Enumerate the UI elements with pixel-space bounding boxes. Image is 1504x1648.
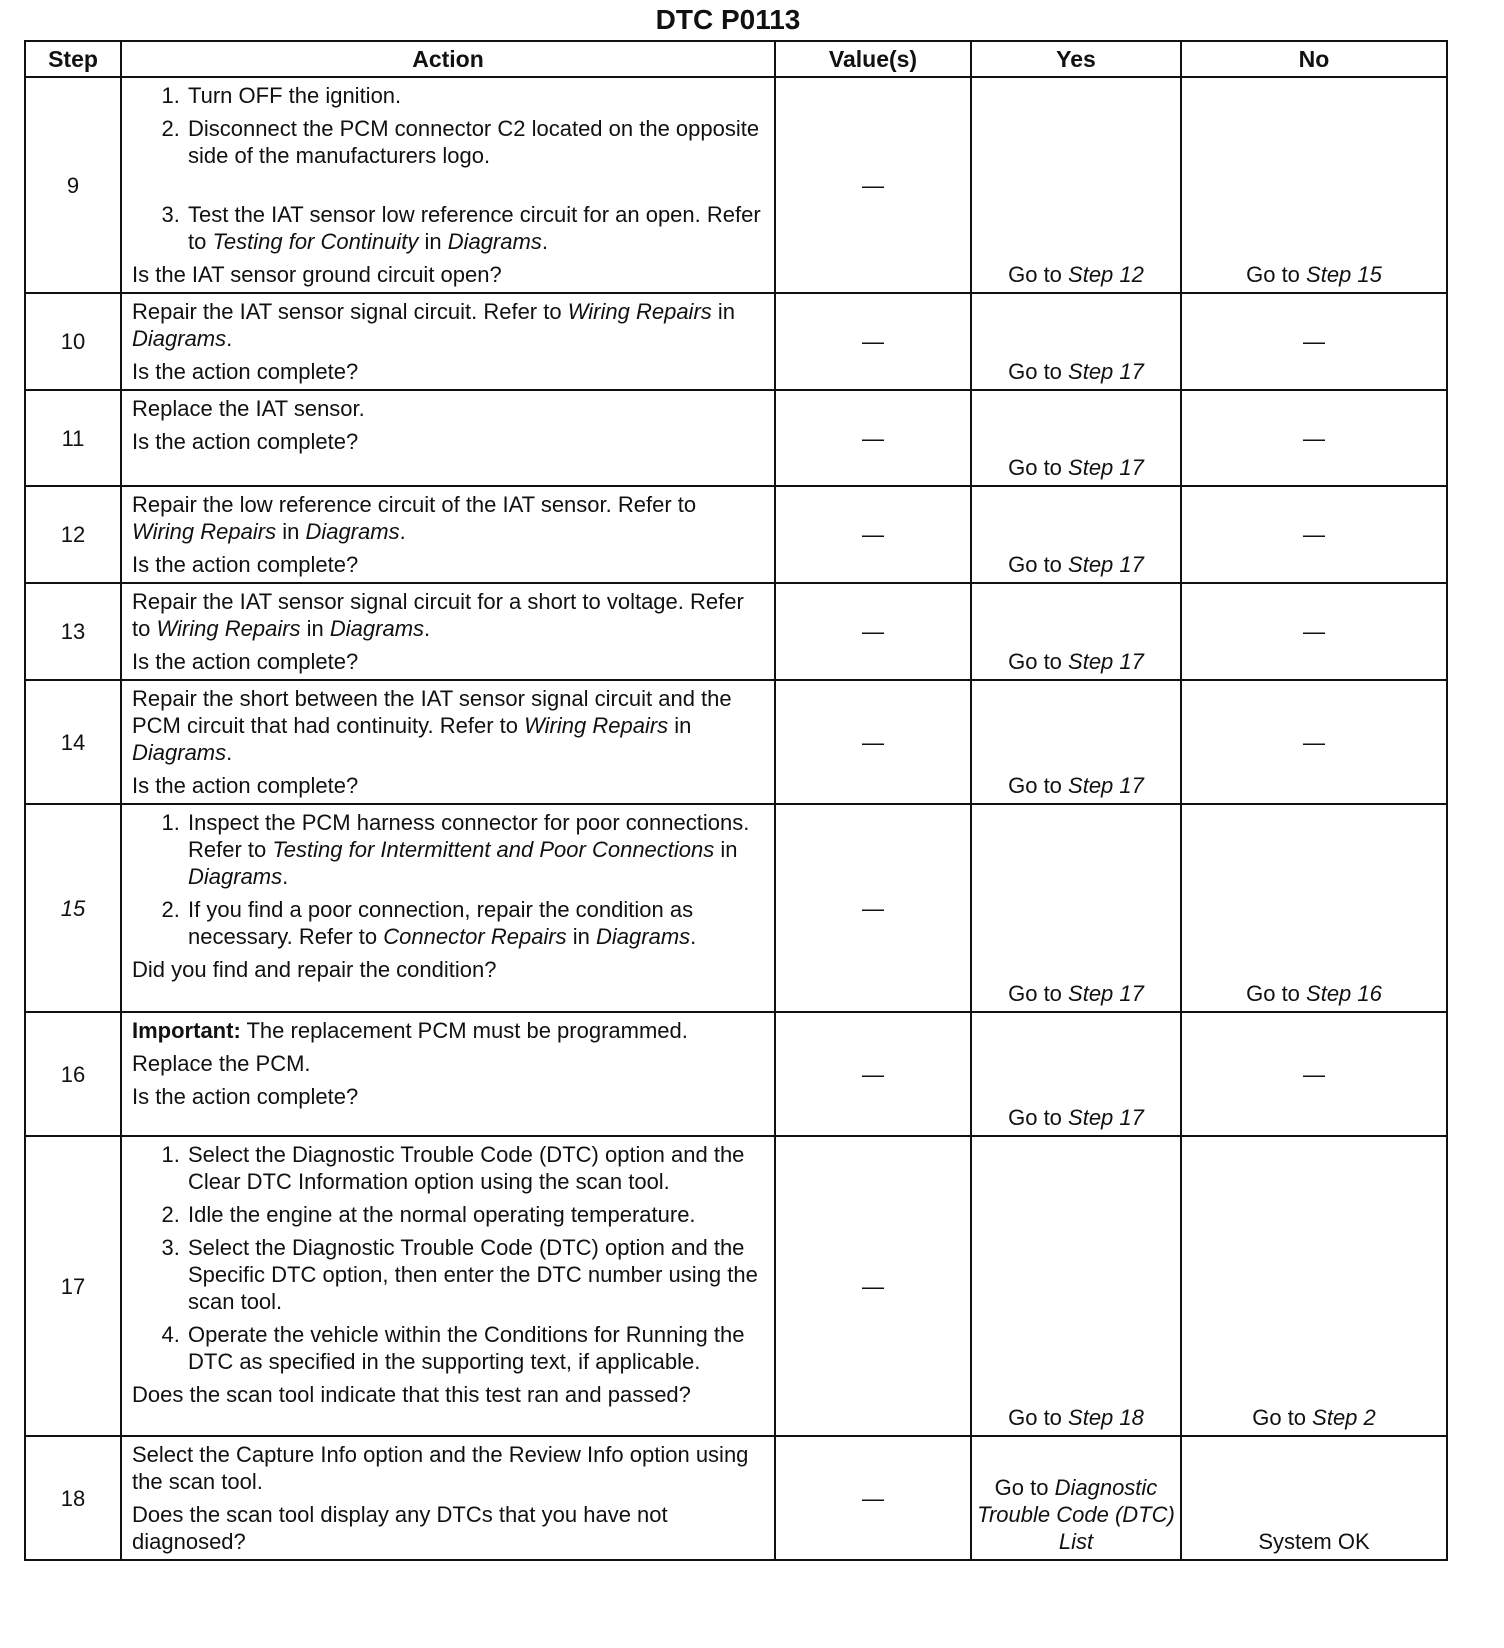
step-link[interactable]: Step 17: [1068, 1105, 1144, 1130]
list-item: 3. Test the IAT sensor low reference circuit for an open. Refer to Testing for Continuity in Diagrams.: [186, 201, 764, 255]
step-link[interactable]: Step 17: [1068, 359, 1144, 384]
table-row: [25, 1436, 1447, 1560]
value-cell: —: [775, 804, 971, 1012]
diagnostic-table: [24, 40, 1448, 1561]
no-cell: System OK: [1181, 1436, 1447, 1560]
yes-cell: Go to Diagnostic Trouble Code (DTC) List: [971, 1436, 1181, 1560]
step-link[interactable]: Step 18: [1068, 1405, 1144, 1430]
question-text: Is the action complete?: [132, 359, 359, 384]
question-text: Is the action complete?: [132, 552, 359, 577]
value-cell: —: [775, 486, 971, 583]
value-cell: —: [775, 1012, 971, 1136]
page-title: DTC P0113: [655, 4, 801, 35]
yes-cell: Go to Step 17: [971, 390, 1181, 486]
step-link[interactable]: Step 17: [1068, 773, 1144, 798]
header-values: Value(s): [775, 41, 971, 77]
important-note: Important: The replacement PCM must be programmed.: [132, 1018, 688, 1043]
yes-cell: Go to Step 17: [971, 293, 1181, 390]
step-number: 15: [25, 804, 121, 1012]
no-cell: Go to Step 16: [1181, 804, 1447, 1012]
table-row: [25, 583, 1447, 680]
action-cell: [121, 1136, 775, 1436]
question-text: Is the action complete?: [132, 1084, 359, 1109]
list-item: 1. Inspect the PCM harness connector for poor connections. Refer to Testing for Intermittent and Poor Connections in Diagrams.: [186, 809, 764, 890]
step-number: 14: [25, 680, 121, 804]
table-row: [25, 680, 1447, 804]
yes-cell: Go to Step 17: [971, 1012, 1181, 1136]
table-row: [25, 293, 1447, 390]
step-link[interactable]: Step 17: [1068, 455, 1144, 480]
header-step: Step: [25, 41, 121, 77]
yes-cell: Go to Step 17: [971, 583, 1181, 680]
action-text: Replace the IAT sensor.: [132, 396, 365, 421]
no-cell: —: [1181, 293, 1447, 390]
no-cell: —: [1181, 390, 1447, 486]
list-item: 1. Turn OFF the ignition.: [186, 82, 764, 109]
action-list: [132, 809, 764, 956]
action-text: Repair the IAT sensor signal circuit for a short to voltage. Refer to Wiring Repairs in Diagrams.: [132, 589, 744, 641]
step-link[interactable]: Step 16: [1306, 981, 1382, 1006]
step-number: 11: [25, 390, 121, 486]
list-item: 2. Disconnect the PCM connector C2 located on the opposite side of the manufacturers logo.: [186, 115, 764, 169]
action-cell: [121, 804, 775, 1012]
action-cell: [121, 486, 775, 583]
table-row: [25, 804, 1447, 1012]
list-item: 1. Select the Diagnostic Trouble Code (DTC) option and the Clear DTC Information option using the scan tool.: [186, 1141, 764, 1195]
step-number: 10: [25, 293, 121, 390]
no-cell: Go to Step 15: [1181, 77, 1447, 293]
action-text: Repair the low reference circuit of the IAT sensor. Refer to Wiring Repairs in Diagrams.: [132, 492, 697, 544]
question-text: Is the action complete?: [132, 429, 359, 454]
value-cell: —: [775, 1436, 971, 1560]
step-link[interactable]: Step 17: [1068, 649, 1144, 674]
table-row: [25, 1012, 1447, 1136]
action-cell: [121, 390, 775, 486]
action-cell: [121, 680, 775, 804]
yes-cell: Go to Step 12: [971, 77, 1181, 293]
no-cell: —: [1181, 583, 1447, 680]
step-link[interactable]: Step 15: [1306, 262, 1382, 287]
action-list: [132, 82, 764, 261]
action-list: [132, 1141, 764, 1381]
dtc-list-link[interactable]: Diagnostic Trouble Code (DTC) List: [977, 1475, 1175, 1554]
action-text: Replace the PCM.: [132, 1051, 311, 1076]
step-number: 12: [25, 486, 121, 583]
list-item: 2. Idle the engine at the normal operating temperature.: [186, 1201, 764, 1228]
value-cell: —: [775, 1136, 971, 1436]
table-row: [25, 486, 1447, 583]
header-action: Action: [121, 41, 775, 77]
action-cell: [121, 583, 775, 680]
list-item: 3. Select the Diagnostic Trouble Code (DTC) option and the Specific DTC option, then enter the DTC number using the scan tool.: [186, 1234, 764, 1315]
action-cell: [121, 77, 775, 293]
no-cell: —: [1181, 486, 1447, 583]
header-yes: Yes: [971, 41, 1181, 77]
step-number: 16: [25, 1012, 121, 1136]
no-cell: —: [1181, 1012, 1447, 1136]
no-cell: Go to Step 2: [1181, 1136, 1447, 1436]
step-number: 9: [25, 77, 121, 293]
question-text: Does the scan tool indicate that this test ran and passed?: [132, 1382, 691, 1407]
action-text: Repair the short between the IAT sensor signal circuit and the PCM circuit that had continuity. Refer to Wiring Repairs in Diagrams.: [132, 686, 732, 765]
list-item: 2. If you find a poor connection, repair the condition as necessary. Refer to Connector Repairs in Diagrams.: [186, 896, 764, 950]
value-cell: —: [775, 293, 971, 390]
question-text: Is the action complete?: [132, 773, 359, 798]
action-cell: [121, 1012, 775, 1136]
table-row: [25, 1136, 1447, 1436]
yes-cell: Go to Step 17: [971, 486, 1181, 583]
step-number: 17: [25, 1136, 121, 1436]
action-text: Repair the IAT sensor signal circuit. Refer to Wiring Repairs in Diagrams.: [132, 299, 736, 351]
step-number: 13: [25, 583, 121, 680]
list-item: 4. Operate the vehicle within the Conditions for Running the DTC as specified in the supporting text, if applicable.: [186, 1321, 764, 1375]
question-text: Does the scan tool display any DTCs that you have not diagnosed?: [132, 1502, 668, 1554]
value-cell: —: [775, 680, 971, 804]
no-cell: —: [1181, 680, 1447, 804]
action-cell: [121, 1436, 775, 1560]
table-row: [25, 77, 1447, 293]
table-row: [25, 390, 1447, 486]
yes-cell: Go to Step 17: [971, 680, 1181, 804]
value-cell: —: [775, 390, 971, 486]
value-cell: —: [775, 583, 971, 680]
header-no: No: [1181, 41, 1447, 77]
step-number: 18: [25, 1436, 121, 1560]
step-link[interactable]: Step 12: [1068, 262, 1144, 287]
header-row: [25, 41, 1447, 77]
yes-cell: Go to Step 17: [971, 804, 1181, 1012]
action-cell: [121, 293, 775, 390]
value-cell: —: [775, 77, 971, 293]
question-text: Is the IAT sensor ground circuit open?: [132, 262, 502, 287]
step-link[interactable]: Step 17: [1068, 552, 1144, 577]
question-text: Did you find and repair the condition?: [132, 957, 497, 982]
step-link[interactable]: Step 17: [1068, 981, 1144, 1006]
yes-cell: Go to Step 18: [971, 1136, 1181, 1436]
action-text: Select the Capture Info option and the Review Info option using the scan tool.: [132, 1442, 749, 1494]
question-text: Is the action complete?: [132, 649, 359, 674]
step-link[interactable]: Step 2: [1312, 1405, 1376, 1430]
